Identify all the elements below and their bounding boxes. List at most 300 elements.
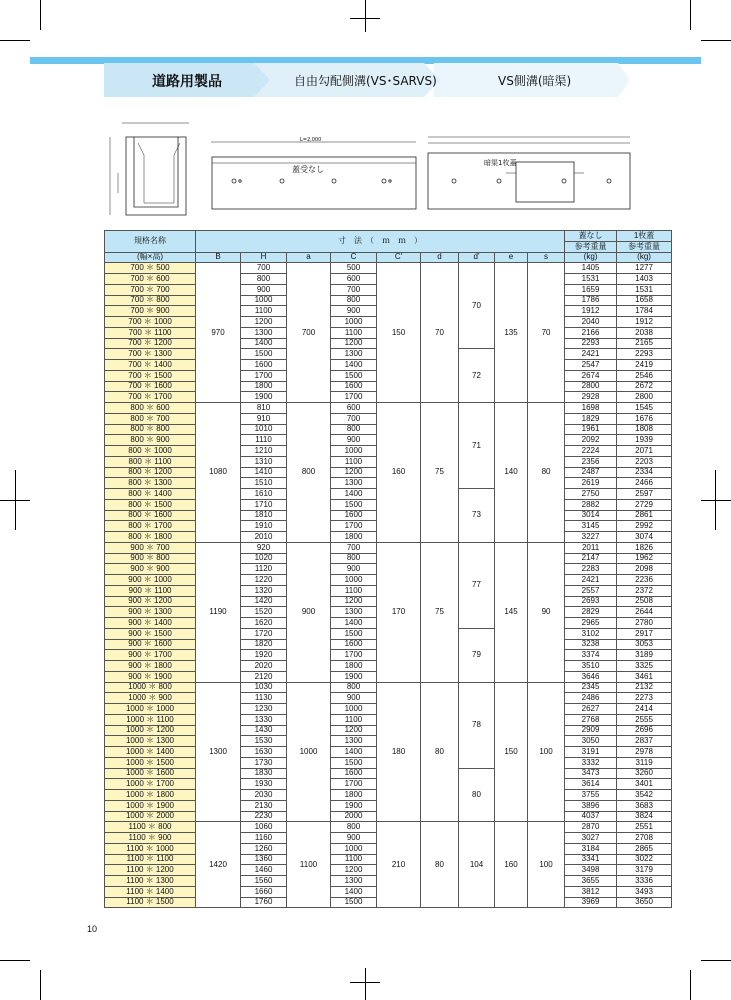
cell-c: 800 <box>331 295 377 306</box>
cell-weight-one-lid: 2098 <box>617 564 672 575</box>
cell-weight-no-lid: 2011 <box>565 542 617 553</box>
cell-weight-no-lid: 3646 <box>565 671 617 682</box>
cell-c: 700 <box>331 413 377 424</box>
cell-weight-no-lid: 2421 <box>565 575 617 586</box>
header-one-lid: 1枚蓋 <box>617 231 672 242</box>
header-col-b: B <box>196 252 241 263</box>
cell-c-prime: 170 <box>377 542 421 682</box>
cell-spec-name: 900 ＊ 1600 <box>105 639 196 650</box>
cell-c: 800 <box>331 682 377 693</box>
header-col-c: C <box>331 252 377 263</box>
cell-c: 1100 <box>331 585 377 596</box>
cell-d: 80 <box>421 822 459 908</box>
cell-weight-no-lid: 2619 <box>565 478 617 489</box>
table-row <box>105 263 672 274</box>
cell-weight-no-lid: 3755 <box>565 790 617 801</box>
cell-weight-no-lid: 4037 <box>565 811 617 822</box>
cell-spec-name: 700 ＊ 1000 <box>105 317 196 328</box>
cell-spec-name: 1100 ＊ 1200 <box>105 865 196 876</box>
cell-c-prime: 150 <box>377 263 421 403</box>
cell-spec-name: 1000 ＊ 1100 <box>105 714 196 725</box>
crop-mark <box>690 970 691 1000</box>
cell-h: 1920 <box>241 650 287 661</box>
cell-weight-no-lid: 1912 <box>565 306 617 317</box>
cell-weight-one-lid: 3493 <box>617 886 672 897</box>
cell-weight-one-lid: 3336 <box>617 876 672 887</box>
cell-s: 100 <box>528 822 565 908</box>
cell-weight-one-lid: 2414 <box>617 704 672 715</box>
cell-weight-no-lid: 2928 <box>565 392 617 403</box>
crop-mark <box>40 970 41 1000</box>
crop-mark <box>365 0 366 32</box>
cell-weight-one-lid: 1277 <box>617 263 672 274</box>
crop-mark <box>701 40 731 41</box>
cell-h: 1530 <box>241 736 287 747</box>
cell-spec-name: 800 ＊ 1700 <box>105 521 196 532</box>
cell-h: 1910 <box>241 521 287 532</box>
cell-weight-one-lid: 2551 <box>617 822 672 833</box>
cell-spec-name: 800 ＊ 1300 <box>105 478 196 489</box>
cell-spec-name: 800 ＊ 700 <box>105 413 196 424</box>
cell-weight-one-lid: 3650 <box>617 897 672 908</box>
cell-spec-name: 900 ＊ 900 <box>105 564 196 575</box>
cell-h: 1930 <box>241 779 287 790</box>
cell-c: 1300 <box>331 736 377 747</box>
cell-spec-name: 800 ＊ 900 <box>105 435 196 446</box>
cell-weight-no-lid: 3655 <box>565 876 617 887</box>
cell-weight-no-lid: 2224 <box>565 446 617 457</box>
cell-weight-no-lid: 2293 <box>565 338 617 349</box>
cell-weight-no-lid: 2768 <box>565 714 617 725</box>
cell-weight-no-lid: 2421 <box>565 349 617 360</box>
cell-weight-one-lid: 2672 <box>617 381 672 392</box>
cell-d-prime: 73 <box>459 489 495 543</box>
cell-spec-name: 1100 ＊ 1000 <box>105 843 196 854</box>
cell-c: 1200 <box>331 338 377 349</box>
cell-c: 1300 <box>331 349 377 360</box>
cell-weight-one-lid: 3074 <box>617 532 672 543</box>
cell-h: 1730 <box>241 757 287 768</box>
cell-c-prime: 210 <box>377 822 421 908</box>
header-ref-weight: 参考重量 <box>617 241 672 252</box>
cell-s: 90 <box>528 542 565 682</box>
cell-weight-one-lid: 1403 <box>617 274 672 285</box>
cell-c: 1400 <box>331 747 377 758</box>
cell-weight-one-lid: 2917 <box>617 628 672 639</box>
cell-e: 140 <box>495 403 528 543</box>
cell-weight-one-lid: 1676 <box>617 413 672 424</box>
header-ref-weight: 参考重量 <box>565 241 617 252</box>
cell-weight-one-lid: 2165 <box>617 338 672 349</box>
cell-weight-one-lid: 3683 <box>617 800 672 811</box>
cell-h: 1800 <box>241 381 287 392</box>
cell-weight-one-lid: 1826 <box>617 542 672 553</box>
cell-s: 70 <box>528 263 565 403</box>
cell-weight-one-lid: 2132 <box>617 682 672 693</box>
cell-h: 1520 <box>241 607 287 618</box>
cell-h: 2030 <box>241 790 287 801</box>
cell-c: 1500 <box>331 757 377 768</box>
header-no-lid: 蓋なし <box>565 231 617 242</box>
table-row <box>105 682 672 693</box>
cell-weight-no-lid: 3027 <box>565 833 617 844</box>
table-row <box>105 822 672 833</box>
cell-e: 160 <box>495 822 528 908</box>
cell-c: 1600 <box>331 381 377 392</box>
header-size: (幅×高) <box>105 252 196 263</box>
cell-spec-name: 800 ＊ 1100 <box>105 456 196 467</box>
cell-weight-one-lid: 3260 <box>617 768 672 779</box>
cell-h: 1620 <box>241 618 287 629</box>
cell-weight-one-lid: 2597 <box>617 489 672 500</box>
cell-weight-one-lid: 2644 <box>617 607 672 618</box>
cell-weight-no-lid: 1659 <box>565 284 617 295</box>
length-dimension: L=2,000 <box>300 137 322 143</box>
cell-e: 135 <box>495 263 528 403</box>
cell-spec-name: 700 ＊ 800 <box>105 295 196 306</box>
cell-h: 1060 <box>241 822 287 833</box>
cell-d: 75 <box>421 403 459 543</box>
front-view-drawing <box>211 142 416 209</box>
cell-c: 900 <box>331 564 377 575</box>
cell-spec-name: 1100 ＊ 1300 <box>105 876 196 887</box>
crop-mark <box>0 40 30 41</box>
header-kg: (kg) <box>617 252 672 263</box>
cell-c: 900 <box>331 306 377 317</box>
cell-h: 1820 <box>241 639 287 650</box>
cell-weight-one-lid: 2419 <box>617 360 672 371</box>
cell-h: 1430 <box>241 725 287 736</box>
cell-c: 1600 <box>331 510 377 521</box>
cell-h: 1610 <box>241 489 287 500</box>
cell-c: 1500 <box>331 628 377 639</box>
cell-spec-name: 1000 ＊ 1000 <box>105 704 196 715</box>
cell-spec-name: 800 ＊ 1400 <box>105 489 196 500</box>
cell-d-prime: 78 <box>459 682 495 768</box>
cell-spec-name: 700 ＊ 700 <box>105 284 196 295</box>
cell-weight-no-lid: 3332 <box>565 757 617 768</box>
cell-weight-one-lid: 2708 <box>617 833 672 844</box>
cell-spec-name: 1000 ＊ 1700 <box>105 779 196 790</box>
cell-h: 2020 <box>241 661 287 672</box>
cell-c-prime: 160 <box>377 403 421 543</box>
cell-h: 1220 <box>241 575 287 586</box>
cell-weight-no-lid: 3050 <box>565 736 617 747</box>
header-dimensions: 寸 法 （ ｍ ｍ ） <box>196 231 565 253</box>
cell-h: 1020 <box>241 553 287 564</box>
cell-c: 900 <box>331 833 377 844</box>
cell-spec-name: 700 ＊ 500 <box>105 263 196 274</box>
cell-c: 1500 <box>331 897 377 908</box>
cell-c: 1000 <box>331 317 377 328</box>
cell-weight-no-lid: 2627 <box>565 704 617 715</box>
cell-h: 1010 <box>241 424 287 435</box>
cell-h: 1400 <box>241 338 287 349</box>
cell-c: 1500 <box>331 499 377 510</box>
cell-c: 1100 <box>331 327 377 338</box>
cell-h: 1030 <box>241 682 287 693</box>
cell-weight-no-lid: 2693 <box>565 596 617 607</box>
cell-weight-no-lid: 3498 <box>565 865 617 876</box>
cell-weight-one-lid: 2293 <box>617 349 672 360</box>
cell-weight-one-lid: 2780 <box>617 618 672 629</box>
table-row <box>105 542 672 553</box>
cell-c: 1200 <box>331 725 377 736</box>
cell-c: 1400 <box>331 886 377 897</box>
cell-spec-name: 800 ＊ 1000 <box>105 446 196 457</box>
cell-weight-no-lid: 2040 <box>565 317 617 328</box>
cell-d-prime: 77 <box>459 542 495 628</box>
cell-weight-no-lid: 3014 <box>565 510 617 521</box>
cell-a: 900 <box>287 542 331 682</box>
cell-a: 1100 <box>287 822 331 908</box>
cell-h: 1320 <box>241 585 287 596</box>
cell-h: 1660 <box>241 886 287 897</box>
crop-mark <box>350 982 380 983</box>
cell-weight-no-lid: 2800 <box>565 381 617 392</box>
cell-weight-one-lid: 3053 <box>617 639 672 650</box>
crop-mark <box>40 0 41 30</box>
cell-h: 1100 <box>241 306 287 317</box>
cell-weight-no-lid: 3145 <box>565 521 617 532</box>
cell-h: 1420 <box>241 596 287 607</box>
cell-weight-one-lid: 2372 <box>617 585 672 596</box>
cell-c: 1800 <box>331 532 377 543</box>
cell-c: 1000 <box>331 575 377 586</box>
cell-spec-name: 1000 ＊ 900 <box>105 693 196 704</box>
cell-h: 1160 <box>241 833 287 844</box>
cell-h: 1630 <box>241 747 287 758</box>
cell-weight-one-lid: 2696 <box>617 725 672 736</box>
cell-weight-no-lid: 1405 <box>565 263 617 274</box>
cell-spec-name: 800 ＊ 1500 <box>105 499 196 510</box>
cell-spec-name: 1000 ＊ 1900 <box>105 800 196 811</box>
cell-spec-name: 900 ＊ 1800 <box>105 661 196 672</box>
cell-weight-no-lid: 2674 <box>565 370 617 381</box>
cell-spec-name: 1000 ＊ 1800 <box>105 790 196 801</box>
cell-a: 800 <box>287 403 331 543</box>
cell-c: 1400 <box>331 489 377 500</box>
header-col-s: s <box>528 252 565 263</box>
cell-spec-name: 700 ＊ 1100 <box>105 327 196 338</box>
cell-weight-one-lid: 2546 <box>617 370 672 381</box>
header-col-d-prime: d' <box>459 252 495 263</box>
cell-h: 1830 <box>241 768 287 779</box>
cell-c: 1000 <box>331 843 377 854</box>
cell-weight-one-lid: 3179 <box>617 865 672 876</box>
cell-b: 1080 <box>196 403 241 543</box>
cell-h: 1500 <box>241 349 287 360</box>
cell-weight-no-lid: 2870 <box>565 822 617 833</box>
header-col-e: e <box>495 252 528 263</box>
cell-spec-name: 1000 ＊ 2000 <box>105 811 196 822</box>
cell-c: 600 <box>331 403 377 414</box>
cell-spec-name: 700 ＊ 1600 <box>105 381 196 392</box>
cell-weight-no-lid: 3473 <box>565 768 617 779</box>
cell-h: 1460 <box>241 865 287 876</box>
cell-spec-name: 700 ＊ 1700 <box>105 392 196 403</box>
spec-table <box>104 230 672 908</box>
cell-weight-one-lid: 2273 <box>617 693 672 704</box>
cell-e: 145 <box>495 542 528 682</box>
cell-weight-one-lid: 2466 <box>617 478 672 489</box>
header-col-c-prime: C' <box>377 252 421 263</box>
cell-weight-no-lid: 2882 <box>565 499 617 510</box>
cell-c: 1200 <box>331 467 377 478</box>
cell-c: 1500 <box>331 370 377 381</box>
cell-d: 70 <box>421 263 459 403</box>
cell-d-prime: 71 <box>459 403 495 489</box>
cell-h: 1900 <box>241 392 287 403</box>
cell-h: 1720 <box>241 628 287 639</box>
cell-h: 2230 <box>241 811 287 822</box>
cell-d-prime: 70 <box>459 263 495 349</box>
cell-weight-no-lid: 2909 <box>565 725 617 736</box>
cell-weight-no-lid: 2166 <box>565 327 617 338</box>
side-view-note: 暗渠1枚蓋 <box>484 159 517 167</box>
breadcrumb-item-vs-culvert[interactable]: VS側溝(暗渠) <box>498 74 572 88</box>
cell-weight-one-lid: 2978 <box>617 747 672 758</box>
cell-weight-no-lid: 3238 <box>565 639 617 650</box>
cell-e: 150 <box>495 682 528 822</box>
cell-h: 800 <box>241 274 287 285</box>
cell-s: 80 <box>528 403 565 543</box>
cell-weight-no-lid: 3374 <box>565 650 617 661</box>
cell-b: 1420 <box>196 822 241 908</box>
cell-weight-no-lid: 2750 <box>565 489 617 500</box>
cell-b: 1190 <box>196 542 241 682</box>
cell-d-prime: 80 <box>459 768 495 822</box>
cell-s: 100 <box>528 682 565 822</box>
cell-c: 1600 <box>331 639 377 650</box>
cell-weight-one-lid: 3119 <box>617 757 672 768</box>
breadcrumb <box>104 63 630 97</box>
cell-weight-one-lid: 3022 <box>617 854 672 865</box>
cell-weight-one-lid: 2508 <box>617 596 672 607</box>
cell-c: 600 <box>331 274 377 285</box>
breadcrumb-item-vs-sarvs[interactable]: 自由勾配側溝(VS･SARVS) <box>294 74 437 88</box>
cell-spec-name: 1000 ＊ 1600 <box>105 768 196 779</box>
cell-spec-name: 900 ＊ 1100 <box>105 585 196 596</box>
cell-c: 1600 <box>331 768 377 779</box>
cell-h: 2010 <box>241 532 287 543</box>
cell-weight-no-lid: 2965 <box>565 618 617 629</box>
cell-h: 1130 <box>241 693 287 704</box>
cell-c: 1000 <box>331 446 377 457</box>
spec-table-header <box>105 231 672 263</box>
cell-c: 1900 <box>331 671 377 682</box>
cell-weight-no-lid: 1786 <box>565 295 617 306</box>
cell-h: 1000 <box>241 295 287 306</box>
cell-c: 1200 <box>331 865 377 876</box>
cell-spec-name: 700 ＊ 900 <box>105 306 196 317</box>
cell-c: 1100 <box>331 714 377 725</box>
crop-mark <box>701 960 731 961</box>
cell-weight-one-lid: 2729 <box>617 499 672 510</box>
cell-weight-no-lid: 3896 <box>565 800 617 811</box>
cell-weight-one-lid: 3461 <box>617 671 672 682</box>
cell-spec-name: 900 ＊ 1300 <box>105 607 196 618</box>
page-number: 10 <box>87 924 98 934</box>
side-view-drawing <box>428 137 630 209</box>
cell-weight-one-lid: 2334 <box>617 467 672 478</box>
cell-h: 1120 <box>241 564 287 575</box>
cell-spec-name: 700 ＊ 600 <box>105 274 196 285</box>
cell-c-prime: 180 <box>377 682 421 822</box>
cell-d: 75 <box>421 542 459 682</box>
cell-weight-one-lid: 2861 <box>617 510 672 521</box>
front-view-note: 蓋受なし <box>292 165 324 174</box>
cell-spec-name: 800 ＊ 600 <box>105 403 196 414</box>
crop-mark <box>690 0 691 30</box>
cell-weight-one-lid: 1658 <box>617 295 672 306</box>
cell-spec-name: 900 ＊ 1400 <box>105 618 196 629</box>
cell-weight-no-lid: 2283 <box>565 564 617 575</box>
cell-spec-name: 900 ＊ 1500 <box>105 628 196 639</box>
cell-c: 800 <box>331 822 377 833</box>
cell-weight-one-lid: 2837 <box>617 736 672 747</box>
cell-weight-one-lid: 2236 <box>617 575 672 586</box>
cell-weight-one-lid: 3189 <box>617 650 672 661</box>
cell-weight-one-lid: 1784 <box>617 306 672 317</box>
cell-c: 1800 <box>331 790 377 801</box>
header-col-a: a <box>287 252 331 263</box>
cell-c: 1100 <box>331 854 377 865</box>
cell-c: 1400 <box>331 360 377 371</box>
cell-weight-one-lid: 2800 <box>617 392 672 403</box>
cell-h: 1200 <box>241 317 287 328</box>
cell-h: 1210 <box>241 446 287 457</box>
cross-section-drawing <box>110 123 189 215</box>
cell-c: 1400 <box>331 618 377 629</box>
cell-weight-one-lid: 2203 <box>617 456 672 467</box>
cell-d-prime: 79 <box>459 628 495 682</box>
cell-b: 970 <box>196 263 241 403</box>
cell-c: 2000 <box>331 811 377 822</box>
cell-spec-name: 1100 ＊ 1400 <box>105 886 196 897</box>
crop-mark <box>0 960 30 961</box>
cell-weight-no-lid: 3969 <box>565 897 617 908</box>
cell-weight-no-lid: 2829 <box>565 607 617 618</box>
cell-weight-no-lid: 2487 <box>565 467 617 478</box>
cell-c: 1300 <box>331 478 377 489</box>
cell-weight-no-lid: 2547 <box>565 360 617 371</box>
cell-weight-one-lid: 3542 <box>617 790 672 801</box>
cell-spec-name: 900 ＊ 1700 <box>105 650 196 661</box>
cell-weight-no-lid: 2147 <box>565 553 617 564</box>
cell-h: 1330 <box>241 714 287 725</box>
cell-d-prime: 72 <box>459 349 495 403</box>
cell-weight-one-lid: 1962 <box>617 553 672 564</box>
cell-h: 1260 <box>241 843 287 854</box>
crop-mark <box>0 500 30 501</box>
cell-weight-one-lid: 2071 <box>617 446 672 457</box>
cell-c: 1900 <box>331 800 377 811</box>
cell-weight-no-lid: 3184 <box>565 843 617 854</box>
cell-spec-name: 1000 ＊ 1500 <box>105 757 196 768</box>
cell-c: 1100 <box>331 456 377 467</box>
cell-h: 1300 <box>241 327 287 338</box>
cell-weight-one-lid: 1912 <box>617 317 672 328</box>
spec-table-body <box>105 263 672 908</box>
cell-c: 500 <box>331 263 377 274</box>
cell-spec-name: 700 ＊ 1400 <box>105 360 196 371</box>
cell-spec-name: 1100 ＊ 900 <box>105 833 196 844</box>
cell-b: 1300 <box>196 682 241 822</box>
header-col-h: H <box>241 252 287 263</box>
cell-spec-name: 1100 ＊ 800 <box>105 822 196 833</box>
cell-h: 1230 <box>241 704 287 715</box>
